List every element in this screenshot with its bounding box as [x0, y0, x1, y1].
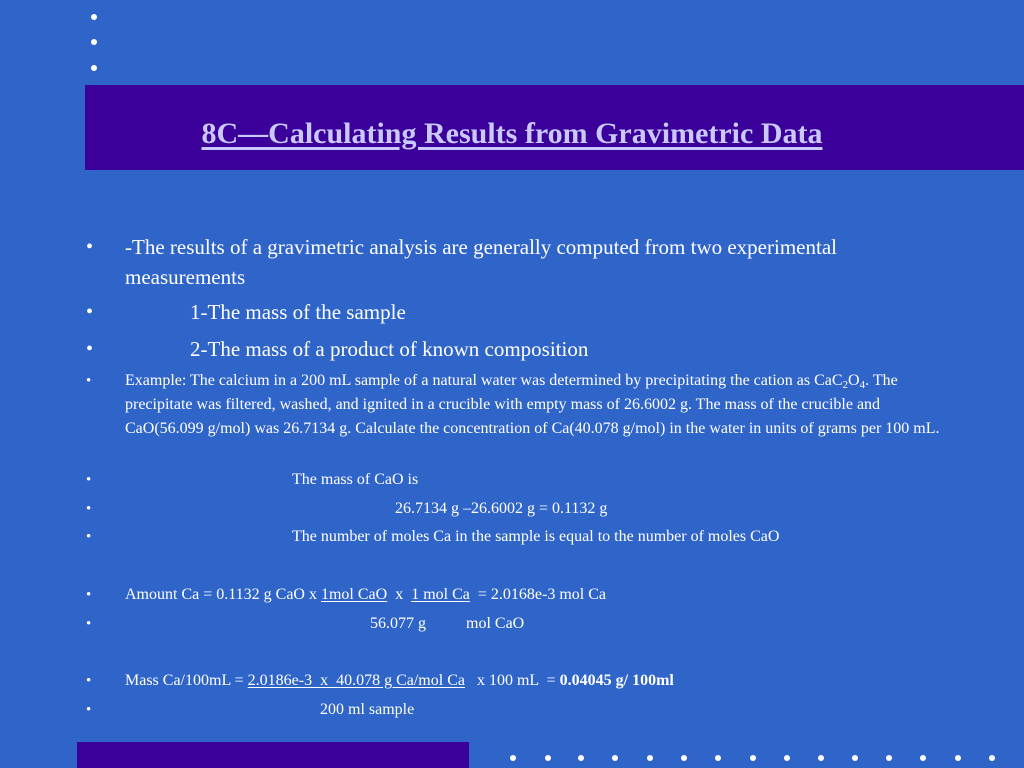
fraction-numerator: 1mol CaO	[320, 586, 388, 603]
decor-dot	[955, 755, 961, 761]
equation-part: = 2.0168e-3 mol Ca	[469, 586, 606, 603]
slide-title: 8C—Calculating Results from Gravimetric Data	[201, 117, 823, 150]
bullet-marker: •	[86, 373, 92, 389]
equation-part: x 100 mL =	[464, 672, 560, 689]
decor-dot	[989, 755, 995, 761]
decor-dot	[510, 755, 516, 761]
bullet-text: 2-The mass of a product of known composition	[190, 337, 589, 361]
decor-dot	[681, 755, 687, 761]
bullet-text: 1-The mass of the sample	[190, 300, 406, 324]
decor-dot	[784, 755, 790, 761]
fraction-denominators: 56.077 g mol CaO	[370, 615, 525, 632]
example-part: Example: The calcium in a 200 mL sample of a natural water was determined by precipitating the cation as CaC	[125, 372, 843, 389]
equation-part: x	[387, 586, 412, 603]
decor-dot	[647, 755, 653, 761]
fraction-numerator: 2.0186e-3 x 40.078 g Ca/mol Ca	[247, 672, 465, 689]
decor-dot	[818, 755, 824, 761]
decor-dot	[545, 755, 551, 761]
final-result: 0.04045 g/ 100ml	[559, 672, 674, 689]
bullet-marker: •	[86, 616, 92, 632]
equation-part: Mass Ca/100mL =	[125, 672, 248, 689]
bullet-text: The mass of CaO is	[292, 471, 419, 488]
decor-dot	[715, 755, 721, 761]
bullet-marker: •	[86, 529, 92, 545]
decor-dot	[750, 755, 756, 761]
fraction-numerator: 1 mol Ca	[411, 586, 470, 603]
fraction-denominator: 200 ml sample	[320, 701, 415, 718]
bullet-marker: •	[86, 236, 94, 258]
bullet-marker: •	[86, 702, 92, 718]
bullet-marker: •	[86, 472, 92, 488]
subscript: 4	[859, 379, 866, 391]
amount-equation	[125, 583, 954, 607]
example-part: O	[848, 372, 860, 389]
bullet-marker: •	[86, 587, 92, 603]
bullet-text: 26.7134 g –26.6002 g = 0.1132 g	[395, 500, 608, 517]
bullet-marker: •	[86, 338, 94, 360]
bullet-marker: •	[86, 501, 92, 517]
equation-part: Amount Ca = 0.1132 g CaO x	[125, 586, 321, 603]
bullet-text: -The results of a gravimetric analysis are generally computed from two experimental measurements	[125, 235, 837, 289]
mass-equation	[125, 669, 954, 693]
bullet-text: The number of moles Ca in the sample is equal to the number of moles CaO	[292, 528, 780, 545]
decor-dot	[612, 755, 618, 761]
decor-dot	[578, 755, 584, 761]
example-text	[125, 369, 940, 441]
decor-dot	[852, 755, 858, 761]
subscript: 2	[842, 379, 849, 391]
bullet-marker: •	[86, 301, 94, 323]
decor-dot	[920, 755, 926, 761]
decor-dot	[886, 755, 892, 761]
footer-bar	[77, 742, 469, 768]
example-part: . The precipitate was filtered, washed, and ignited in a crucible with empty mass of 26.6002 g. The mass of the crucible and CaO(56.099 g/mol) was 26.7134 g. Calculate the concentration of Ca(40.078 g/mol) in the water in units of grams per 100 mL.	[125, 372, 940, 437]
bullet-marker: •	[86, 673, 92, 689]
